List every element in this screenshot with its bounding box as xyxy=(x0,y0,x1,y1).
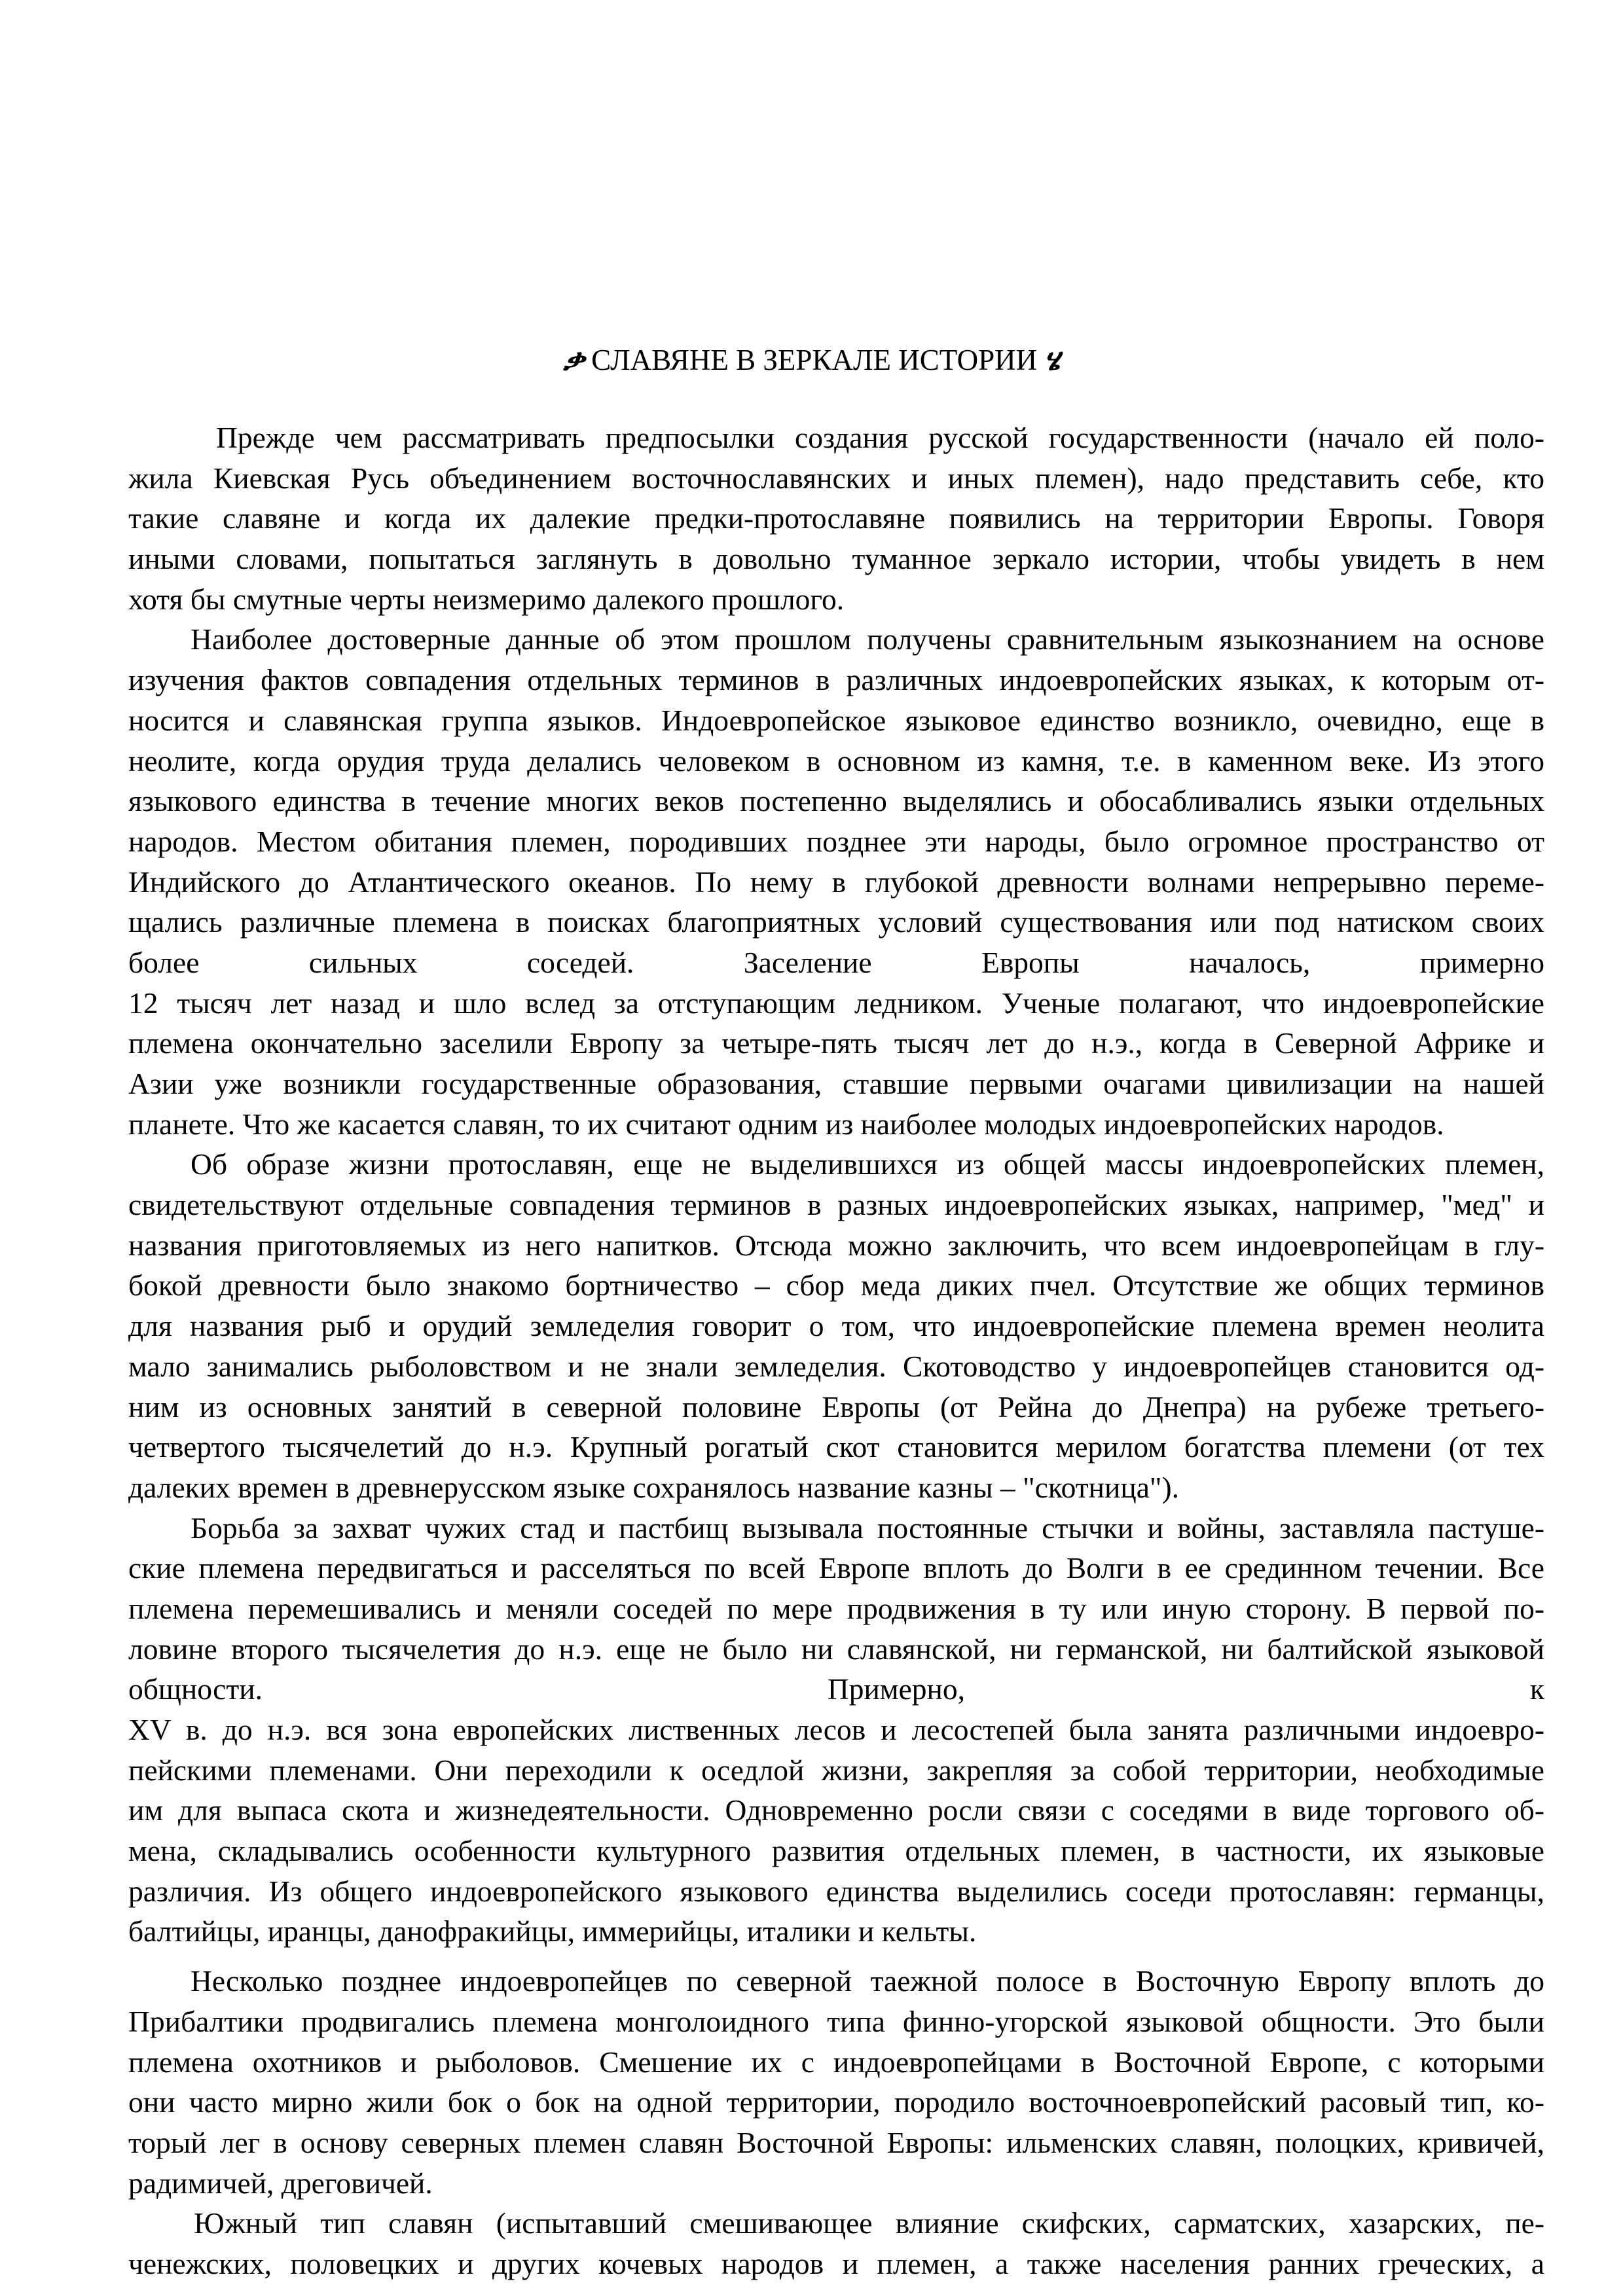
text-line: народов. Местом обитания племен, породивших позднее эти народы, было огромное пространство от xyxy=(128,824,1544,858)
text-line: ним из основных занятий в северной половине Европы (от Рейна до Днепра) на рубеже третьего- xyxy=(128,1390,1544,1424)
text-line: ские племена передвигаться и расселяться по всей Европе вплоть до Волги в ее срединном течении. Все xyxy=(128,1551,1544,1585)
text-line: Прибалтики продвигались племена монголоидного типа финно-угорской языковой общности. Это были xyxy=(128,2004,1544,2038)
text-line: хотя бы смутные черты неизмеримо далекого прошлого. xyxy=(128,582,845,616)
text-line: более сильных соседей. Заселение Европы началось, примерно xyxy=(128,945,1544,979)
text-line: Несколько позднее индоевропейцев по северной таежной полосе в Восточную Европу вплоть до xyxy=(191,1964,1544,1998)
text-line: племена перемешивались и меняли соседей по мере продвижения в ту или иную сторону. В первой по- xyxy=(128,1591,1544,1625)
chapter-title xyxy=(0,340,1623,380)
text-line: племена окончательно заселили Европу за четыре-пять тысяч лет до н.э., когда в Северной Африке и xyxy=(128,1026,1544,1060)
text-line: четвертого тысячелетий до н.э. Крупный рогатый скот становится мерилом богатства племени (от тех xyxy=(128,1430,1544,1464)
text-line: мало занимались рыболовством и не знали земледелия. Скотоводство у индоевропейцев становится од- xyxy=(128,1349,1544,1383)
text-line: жила Киевская Русь объединением восточнославянских и иных племен), надо представить себе, кто xyxy=(128,461,1544,495)
text-line: они часто мирно жили бок о бок на одной территории, породило восточноевропейский расовый тип, ко- xyxy=(128,2085,1544,2119)
text-line: общности. Примерно, к xyxy=(128,1672,1544,1706)
text-line: изучения фактов совпадения отдельных терминов в различных индоевропейских языках, к которым от- xyxy=(128,663,1544,697)
text-line: неолите, когда орудия труда делались человеком в основном из камня, т.е. в каменном веке. Из этого xyxy=(128,744,1544,778)
text-line: различия. Из общего индоевропейского языкового единства выделились соседи протославян: германцы, xyxy=(128,1874,1544,1908)
body-text xyxy=(128,418,1544,2284)
text-line: Наиболее достоверные данные об этом прошлом получены сравнительным языкознанием на основе xyxy=(191,622,1544,656)
text-line: Об образе жизни протославян, еще не выделившихся из общей массы индоевропейских племен, xyxy=(191,1147,1544,1181)
text-line: ловине второго тысячелетия до н.э. еще не было ни славянской, ни германской, ни балтийской языковой xyxy=(128,1632,1544,1666)
left-ornament: ቃ xyxy=(563,344,585,376)
text-line: мена, складывались особенности культурного развития отдельных племен, в частности, их языковые xyxy=(128,1834,1544,1868)
text-line: языкового единства в течение многих веков постепенно выделялись и обосабливались языки отдельных xyxy=(128,784,1544,818)
text-line: носится и славянская группа языков. Индоевропейское языковое единство возникло, очевидно, еще в xyxy=(128,703,1544,737)
text-line: племена охотников и рыболовов. Смешение их с индоевропейцами в Восточной Европе, с которыми xyxy=(128,2045,1544,2079)
text-line: им для выпаса скота и жизнедеятельности. Одновременно росли связи с соседями в виде торгового об- xyxy=(128,1793,1544,1827)
right-ornament: ሄ xyxy=(1044,344,1060,376)
text-line: названия приготовляемых из него напитков. Отсюда можно заключить, что всем индоевропейцам в глу- xyxy=(128,1228,1544,1262)
text-line: Азии уже возникли государственные образования, ставшие первыми очагами цивилизации на нашей xyxy=(128,1067,1544,1100)
text-line: такие славяне и когда их далекие предки-протославяне появились на территории Европы. Говоря xyxy=(128,501,1544,535)
text-line: 12 тысяч лет назад и шло вслед за отступающим ледником. Ученые полагают, что индоевропейские xyxy=(128,986,1544,1020)
text-line: торый лег в основу северных племен славян Восточной Европы: ильменских славян, полоцких, кривичей, xyxy=(128,2125,1544,2159)
text-line: для названия рыб и орудий земледелия говорит о том, что индоевропейские племена времен неолита xyxy=(128,1309,1544,1343)
text-line: пейскими племенами. Они переходили к оседлой жизни, закрепляя за собой территории, необходимые xyxy=(128,1753,1544,1787)
text-line: Индийского до Атлантического океанов. По нему в глубокой древности волнами непрерывно переме- xyxy=(128,865,1544,899)
text-line: Борьба за захват чужих стад и пастбищ вызывала постоянные стычки и войны, заставляла пастуше- xyxy=(191,1511,1544,1545)
text-line: Южный тип славян (испытавший смешивающее влияние скифских, сарматских, хазарских, пе- xyxy=(194,2206,1544,2240)
text-line: радимичей, дреговичей. xyxy=(128,2166,433,2200)
text-line: свидетельствуют отдельные совпадения терминов в разных индоевропейских языках, например, "мед" и xyxy=(128,1188,1544,1222)
text-line: щались различные племена в поисках благоприятных условий существования или под натиском своих xyxy=(128,905,1544,939)
text-line: ченежских, половецких и других кочевых народов и племен, а также населения ранних греческих, а xyxy=(128,2246,1544,2280)
text-line: Прежде чем рассматривать предпосылки создания русской государственности (начало ей поло- xyxy=(216,421,1544,454)
text-line: балтийцы, иранцы, данофракийцы, иммерийцы, италики и кельты. xyxy=(128,1914,977,1948)
text-line: бокой древности было знакомо бортничество – сбор меда диких пчел. Отсутствие же общих терминов xyxy=(128,1268,1544,1302)
text-line: иными словами, попытаться заглянуть в довольно туманное зеркало истории, чтобы увидеть в нем xyxy=(128,542,1544,576)
text-line: планете. Что же касается славян, то их считают одним из наиболее молодых индоевропейских народов. xyxy=(128,1107,1444,1141)
text-line: XV в. до н.э. вся зона европейских лиственных лесов и лесостепей была занята различными индоевро- xyxy=(128,1713,1544,1746)
chapter-title-text: СЛАВЯНЕ В ЗЕРКАЛЕ ИСТОРИИ xyxy=(591,344,1038,376)
text-line: далеких времен в древнерусском языке сохранялось название казны – "скотница"). xyxy=(128,1470,1180,1504)
